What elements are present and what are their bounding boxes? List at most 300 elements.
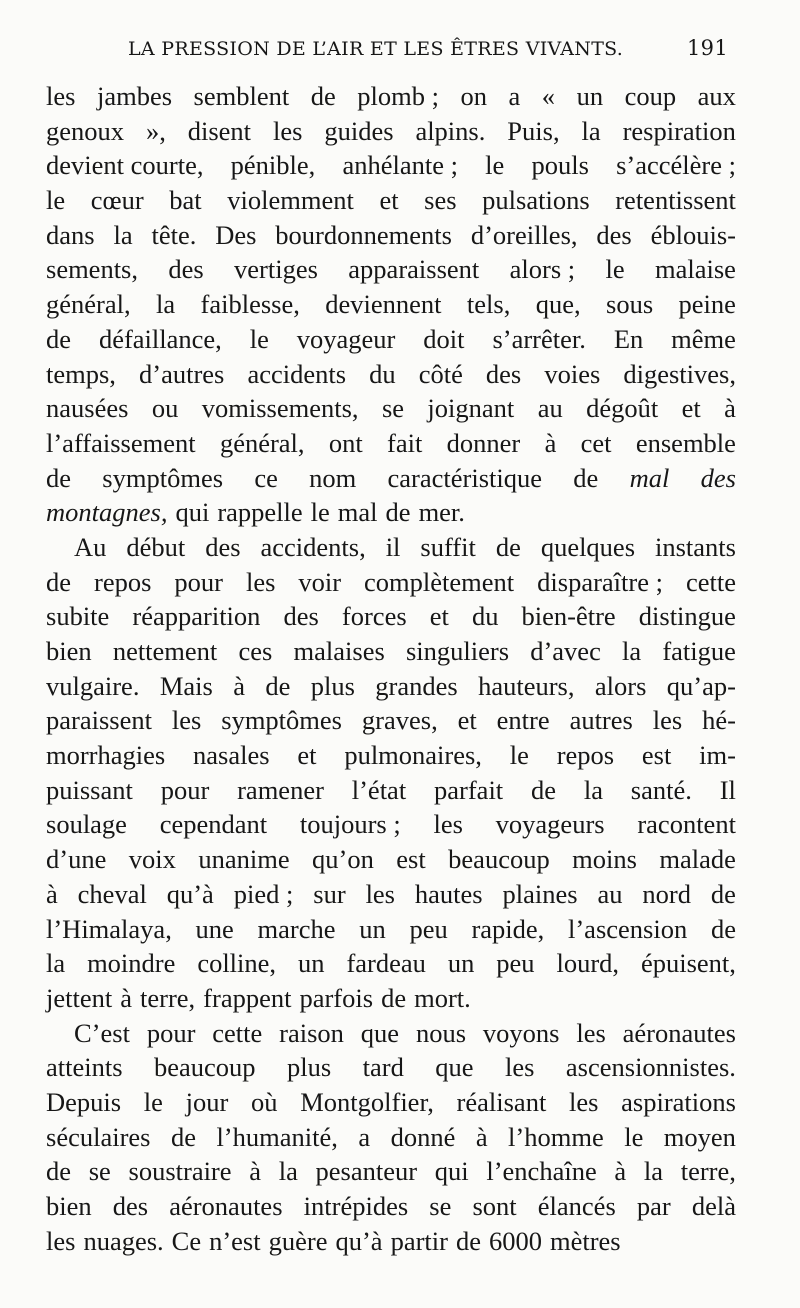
word: de xyxy=(385,497,411,528)
word: se xyxy=(429,1191,452,1221)
word: un xyxy=(576,81,604,111)
word: les xyxy=(652,705,683,736)
word: atteints xyxy=(46,1052,123,1083)
word: fardeau xyxy=(346,948,426,979)
word: toujours ; xyxy=(299,809,401,840)
word: subite xyxy=(46,601,110,632)
word: l’état xyxy=(351,774,407,805)
word: « xyxy=(541,81,556,111)
word: aspirations xyxy=(621,1086,736,1117)
word: les xyxy=(576,1017,606,1048)
word: apparaissent xyxy=(348,254,480,285)
word: malaises xyxy=(293,636,385,666)
word: de xyxy=(46,1156,72,1187)
word: l’homme xyxy=(508,1121,604,1152)
word: de xyxy=(495,531,521,562)
word: se xyxy=(88,1156,111,1187)
word: tels, xyxy=(466,289,511,320)
word: de xyxy=(381,982,407,1013)
word: à xyxy=(249,1156,261,1187)
word: malaise xyxy=(654,254,736,285)
word: pour xyxy=(174,566,223,597)
word: mal xyxy=(337,497,378,528)
word: l’ascension xyxy=(568,913,688,944)
word: l’enchaîne xyxy=(486,1156,597,1187)
text-line xyxy=(46,946,736,981)
word: hé- xyxy=(702,705,736,736)
word: nom xyxy=(309,462,357,493)
word: un xyxy=(447,948,475,979)
word: cette xyxy=(685,566,736,597)
word: im- xyxy=(699,740,736,771)
text-line xyxy=(46,322,736,357)
word: malade xyxy=(659,844,736,875)
word: de xyxy=(265,670,291,701)
word: temps, xyxy=(46,358,116,389)
word: les xyxy=(569,1086,599,1117)
word: cœur xyxy=(90,185,144,216)
word: soulage xyxy=(46,809,127,840)
word: rappelle xyxy=(217,497,303,528)
word: Ce xyxy=(171,1225,202,1256)
word: repos xyxy=(556,740,615,771)
word: d’oreilles, xyxy=(470,219,578,250)
word: violemment xyxy=(227,185,354,216)
word: raison xyxy=(279,1017,344,1048)
word: les xyxy=(171,705,202,736)
word: nord xyxy=(642,878,691,909)
word: Des xyxy=(215,219,257,250)
word: le xyxy=(46,185,66,216)
word: qu’ap- xyxy=(666,670,736,701)
word: accidents xyxy=(247,358,347,389)
word: le xyxy=(509,740,529,771)
word: séculaires xyxy=(46,1121,151,1152)
word: le xyxy=(624,1121,644,1152)
word: est xyxy=(396,844,426,875)
word: de xyxy=(710,913,736,944)
word: au xyxy=(597,878,623,909)
word: a xyxy=(358,1121,371,1152)
word: digestives, xyxy=(623,358,736,389)
word: a xyxy=(508,81,521,111)
word: paraissent xyxy=(46,705,152,736)
word: cheval xyxy=(77,878,147,909)
text-line xyxy=(46,565,736,600)
word: alors xyxy=(594,670,647,701)
word: à xyxy=(46,878,58,909)
word: anhélante ; xyxy=(342,150,458,181)
word: parfait xyxy=(434,774,504,805)
word: voyageur xyxy=(296,323,396,354)
word: des xyxy=(596,219,632,250)
word: que xyxy=(360,1017,400,1048)
word: bien xyxy=(46,1191,92,1221)
word: de xyxy=(46,323,72,354)
word: nettement xyxy=(112,636,218,666)
word: voyons xyxy=(482,1017,560,1048)
word: entre xyxy=(496,705,550,736)
word: général, xyxy=(46,289,131,320)
text-line xyxy=(46,912,736,947)
word: qu’à xyxy=(335,1225,383,1256)
word: accidents, xyxy=(260,531,366,562)
word: de xyxy=(46,566,72,597)
word: moins xyxy=(572,844,637,875)
word: de xyxy=(531,774,557,805)
text-line xyxy=(46,1120,736,1155)
word: nuages. xyxy=(83,1225,164,1256)
word: l’humanité, xyxy=(216,1121,338,1152)
word: plus xyxy=(287,1052,332,1083)
word: ramener xyxy=(237,774,324,805)
word: et xyxy=(681,393,701,424)
word: guides xyxy=(324,115,394,146)
word: peine xyxy=(678,289,736,320)
word: ensemble xyxy=(635,427,736,458)
word: semblent xyxy=(193,81,290,111)
word: repos xyxy=(94,566,152,597)
word: et xyxy=(457,705,477,736)
word: des xyxy=(283,601,319,632)
word: voir xyxy=(298,566,342,597)
word: lourd, xyxy=(556,948,620,979)
word: à xyxy=(233,670,245,701)
word: coup xyxy=(624,81,677,111)
word: de xyxy=(710,878,736,909)
word: où xyxy=(251,1086,278,1117)
word: la xyxy=(156,289,176,320)
word: à xyxy=(544,427,557,458)
word: complètement xyxy=(364,566,515,597)
word: jambes xyxy=(96,81,173,111)
text-line xyxy=(46,877,736,912)
word: le xyxy=(249,323,269,354)
word: que, xyxy=(535,289,581,320)
text-line xyxy=(46,252,736,287)
word: des xyxy=(205,531,241,562)
word: sont xyxy=(472,1191,517,1221)
word: il xyxy=(385,531,401,562)
word: singuliers xyxy=(405,636,510,666)
word: au xyxy=(537,393,563,424)
word: dégoût xyxy=(586,393,659,424)
word: et xyxy=(379,185,399,216)
word: grandes xyxy=(375,670,458,701)
word: marche xyxy=(257,913,336,944)
word: qui xyxy=(434,1156,469,1187)
word: beaucoup xyxy=(448,844,550,875)
word: moyen xyxy=(663,1121,736,1152)
word: aéronautes xyxy=(169,1191,283,1221)
word: hautes xyxy=(414,878,483,909)
paragraph xyxy=(46,79,736,530)
word: se xyxy=(381,393,405,424)
page-header xyxy=(128,36,728,68)
word: fatigue xyxy=(662,636,736,666)
word: la xyxy=(581,115,601,146)
word: devient courte, xyxy=(46,150,204,181)
text-line xyxy=(46,183,736,218)
word: terre, xyxy=(680,1156,736,1187)
word: bourdonnements xyxy=(275,219,452,250)
word: soustraire xyxy=(128,1156,232,1187)
word: jour xyxy=(185,1086,229,1117)
word: le xyxy=(485,150,505,181)
word: frappent xyxy=(203,982,292,1013)
word: plomb ; xyxy=(357,81,439,111)
word: disparaître ; xyxy=(537,566,663,597)
word: les xyxy=(433,809,463,840)
word: les xyxy=(365,878,395,909)
word: genoux xyxy=(46,115,125,146)
word: côté xyxy=(418,358,463,389)
text-line xyxy=(46,426,736,461)
word: hauteurs, xyxy=(478,670,575,701)
word: mort. xyxy=(414,982,471,1013)
text-line xyxy=(46,495,736,530)
word: des xyxy=(168,254,204,285)
text-line xyxy=(46,1016,736,1051)
word: Au xyxy=(74,531,107,562)
word: épuisent, xyxy=(640,948,736,979)
word: des xyxy=(485,358,522,389)
word: partir xyxy=(390,1225,448,1256)
word: respiration xyxy=(622,115,736,146)
word: à xyxy=(724,393,736,424)
word: vulgaire. xyxy=(46,670,140,701)
word: qu’on xyxy=(312,844,374,875)
word: nausées xyxy=(46,393,129,424)
word: ont xyxy=(328,427,363,458)
word: voix xyxy=(128,844,176,875)
word: donné xyxy=(390,1121,456,1152)
paragraph xyxy=(46,1016,736,1259)
word: on xyxy=(460,81,487,111)
word: s’arrêter. xyxy=(492,323,586,354)
word: faiblesse, xyxy=(200,289,300,320)
word: symptômes xyxy=(102,462,224,493)
word: à xyxy=(614,1156,627,1187)
word: Puis, xyxy=(507,115,560,146)
word: vertiges xyxy=(234,254,318,285)
text-line xyxy=(46,357,736,392)
word: bat xyxy=(169,185,202,216)
word: tard xyxy=(362,1052,404,1083)
word: pesanteur xyxy=(315,1156,418,1187)
word: autres xyxy=(569,705,633,736)
word: tête. xyxy=(151,219,197,250)
word: moindre xyxy=(87,948,176,979)
word: les xyxy=(245,566,276,597)
word: morrhagies xyxy=(46,740,166,771)
body-text xyxy=(46,79,736,1258)
word: des xyxy=(112,1191,149,1221)
word: mal xyxy=(629,462,670,493)
word: Mais xyxy=(159,670,213,701)
word: éblouis- xyxy=(650,219,736,250)
text-line xyxy=(46,461,736,496)
word: qui xyxy=(175,497,210,528)
word: la xyxy=(278,1156,298,1187)
word: rapide, xyxy=(471,913,545,944)
word: Montgolfier, xyxy=(300,1086,434,1117)
word: C’est xyxy=(74,1017,130,1048)
word: cependant xyxy=(159,809,268,840)
text-line xyxy=(46,1224,736,1259)
word: colline, xyxy=(197,948,277,979)
word: les xyxy=(46,81,76,111)
word: sous xyxy=(606,289,654,320)
text-line xyxy=(46,1050,736,1085)
word: pour xyxy=(146,1017,196,1048)
word: jettent xyxy=(46,982,113,1013)
word: de xyxy=(46,462,72,493)
word: la xyxy=(622,636,642,666)
word: racontent xyxy=(637,809,736,840)
text-line xyxy=(46,114,736,149)
word: santé. xyxy=(630,774,692,805)
word: la xyxy=(643,1156,664,1187)
word: de xyxy=(455,1225,481,1256)
word: doit xyxy=(423,323,465,354)
word: le xyxy=(310,497,330,528)
word: la xyxy=(583,774,603,805)
word: de xyxy=(573,462,599,493)
word: pulsations xyxy=(482,185,590,216)
word: est xyxy=(641,740,672,771)
text-line xyxy=(46,391,736,426)
word: d’autres xyxy=(139,358,225,389)
word: d’une xyxy=(46,844,107,875)
word: général, xyxy=(219,427,305,458)
word: guère xyxy=(268,1225,328,1256)
word: de xyxy=(310,81,336,111)
word: Il xyxy=(719,774,736,805)
word: l’affaissement xyxy=(46,427,196,458)
word: le xyxy=(143,1086,163,1117)
text-line xyxy=(46,703,736,738)
word: peu xyxy=(409,913,448,944)
word: et xyxy=(429,601,449,632)
word: un xyxy=(298,948,325,979)
word: bien xyxy=(46,636,92,666)
word: n’est xyxy=(209,1225,261,1256)
word: dans xyxy=(46,219,95,250)
word: et xyxy=(297,740,317,771)
text-line xyxy=(46,773,736,808)
word: mer. xyxy=(418,497,465,528)
word: les xyxy=(46,1225,76,1256)
word: ascensionnistes. xyxy=(565,1052,736,1083)
word: voyageurs xyxy=(495,809,605,840)
word: réapparition xyxy=(132,601,261,632)
word: les xyxy=(505,1052,535,1083)
word: mètres xyxy=(549,1225,621,1256)
word: sements, xyxy=(46,254,138,285)
text-line xyxy=(46,79,736,114)
word: quelques xyxy=(540,531,636,562)
word: cette xyxy=(212,1017,263,1048)
text-line xyxy=(46,981,736,1016)
word: distingue xyxy=(638,601,736,632)
word: parfois xyxy=(299,982,374,1013)
word: aéronautes xyxy=(622,1017,736,1048)
word: ces xyxy=(238,636,273,666)
word: symptômes xyxy=(221,705,342,736)
word: à xyxy=(120,982,132,1013)
word: Depuis xyxy=(46,1086,122,1117)
text-line xyxy=(46,1154,736,1189)
word: réalisant xyxy=(456,1086,547,1117)
word: alpins. xyxy=(415,115,486,146)
word: même xyxy=(671,323,736,354)
text-line xyxy=(46,807,736,842)
text-line xyxy=(46,530,736,565)
word: bien-être xyxy=(521,601,616,632)
word: disent xyxy=(187,115,252,146)
word: joignant xyxy=(427,393,515,424)
text-line xyxy=(46,218,736,253)
word: 6000 xyxy=(488,1225,542,1256)
word: ou xyxy=(151,393,179,424)
word: beaucoup xyxy=(154,1052,256,1083)
word: pénible, xyxy=(230,150,316,181)
word: pied ; xyxy=(233,878,294,909)
word: cet xyxy=(580,427,612,458)
word: un xyxy=(359,913,386,944)
text-line xyxy=(46,842,736,877)
word: suffit xyxy=(420,531,476,562)
word: pour xyxy=(160,774,210,805)
text-line xyxy=(46,287,736,322)
word: peu xyxy=(496,948,535,979)
word: que xyxy=(435,1052,474,1083)
text-line xyxy=(46,1085,736,1120)
word: ce xyxy=(254,462,278,493)
word: donner xyxy=(446,427,521,458)
word: deviennent xyxy=(325,289,442,320)
paragraph xyxy=(46,530,736,1016)
word: à xyxy=(475,1121,488,1152)
page-number: 191 xyxy=(687,36,728,60)
word: », xyxy=(145,115,166,146)
word: du xyxy=(369,358,396,389)
text-line xyxy=(46,669,736,704)
word: défaillance, xyxy=(98,323,222,354)
word: qu’à xyxy=(166,878,214,909)
text-line xyxy=(46,148,736,183)
text-line xyxy=(46,634,736,669)
word: nous xyxy=(415,1017,467,1048)
word: alors ; xyxy=(509,254,576,285)
word: le xyxy=(605,254,625,285)
word: forces xyxy=(341,601,407,632)
word: une xyxy=(195,913,234,944)
word: plaines xyxy=(502,878,578,909)
word: sur xyxy=(313,878,346,909)
word: plus xyxy=(310,670,355,701)
word: d’avec xyxy=(530,636,601,666)
word: graves, xyxy=(361,705,438,736)
word: vomissements, xyxy=(201,393,359,424)
word: En xyxy=(613,323,644,354)
word: la xyxy=(113,219,133,250)
word: s’accélère ; xyxy=(616,150,736,181)
word: terre, xyxy=(140,982,196,1013)
word: aux xyxy=(697,81,736,111)
word: retentissent xyxy=(615,185,736,216)
